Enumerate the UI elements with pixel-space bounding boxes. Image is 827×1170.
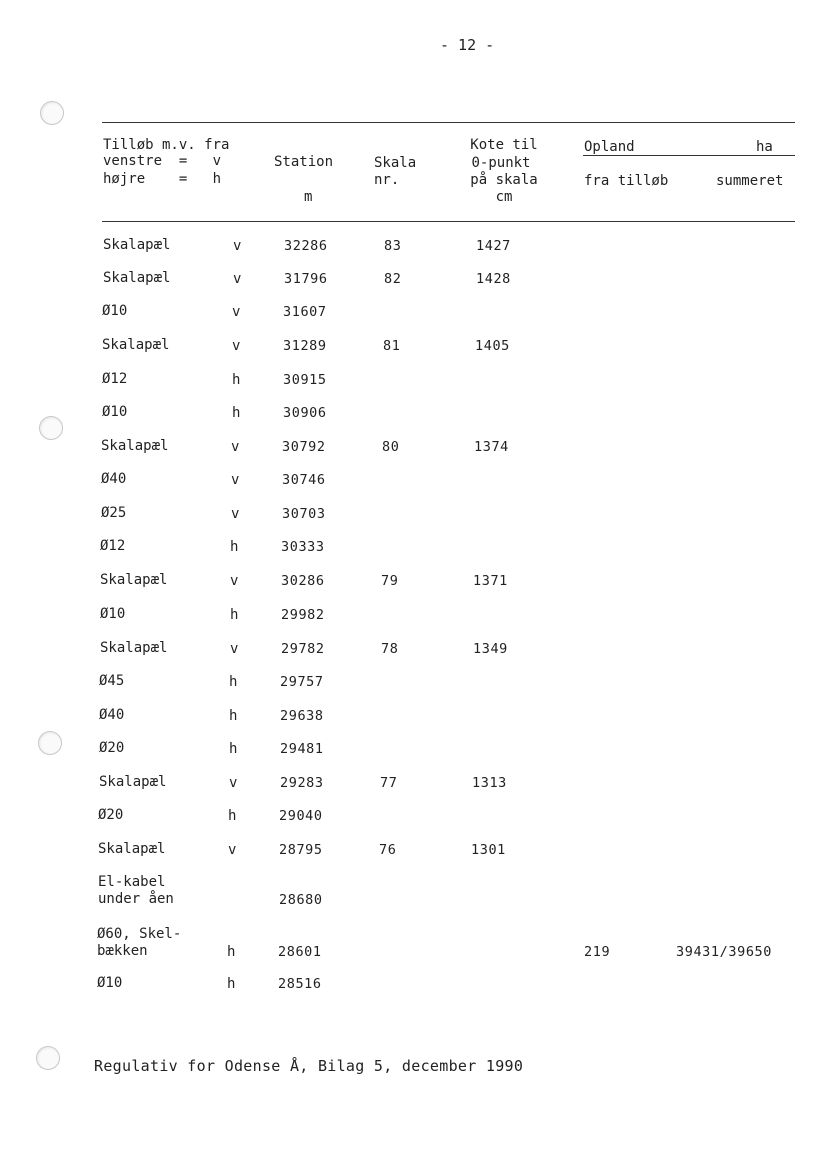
row-station: 31607 — [283, 304, 327, 320]
row-side: h — [229, 741, 238, 757]
header-station: Station — [274, 154, 334, 170]
header-kote-line: cm — [495, 189, 513, 205]
header-skala-line: Skala — [374, 155, 417, 171]
row-side: v — [231, 472, 240, 488]
row-name: Ø12 — [100, 538, 126, 554]
row-side: h — [227, 944, 236, 960]
row-side: v — [228, 842, 237, 858]
row-station: 29757 — [280, 674, 324, 690]
row-skala: 80 — [382, 439, 400, 455]
row-station: 30915 — [283, 372, 327, 388]
footer-text: Regulativ for Odense Å, Bilag 5, december 1990 — [94, 1057, 524, 1075]
row-name: Skalapæl — [99, 774, 167, 790]
row-side: h — [232, 405, 241, 421]
row-skala: 76 — [379, 842, 397, 858]
row-station: 29040 — [279, 808, 323, 824]
row-side: v — [233, 271, 242, 287]
header-fra-tillob: fra tilløb — [584, 173, 669, 189]
row-kote: 1301 — [471, 842, 506, 858]
row-side: v — [230, 641, 239, 657]
row-station: 30703 — [282, 506, 326, 522]
row-side: v — [231, 506, 240, 522]
row-side: v — [232, 338, 241, 354]
row-name: Ø10 — [102, 303, 128, 319]
row-station: 28516 — [278, 976, 322, 992]
header-ha: ha — [756, 139, 773, 155]
row-skala: 81 — [383, 338, 401, 354]
header-kote-line: 0-punkt — [471, 155, 531, 171]
row-kote: 1349 — [473, 641, 508, 657]
row-station: 31289 — [283, 338, 327, 354]
header-summeret: summeret — [716, 173, 784, 189]
row-station: 29481 — [280, 741, 324, 757]
row-name: Ø40 — [99, 707, 125, 723]
row-station: 28601 — [278, 944, 322, 960]
row-name: Ø10 — [100, 606, 126, 622]
row-name: Skalapæl — [101, 438, 169, 454]
row-kote: 1405 — [475, 338, 510, 354]
row-name: Ø10 — [97, 975, 123, 991]
row-kote: 1371 — [473, 573, 508, 589]
header-skala-line: nr. — [374, 172, 400, 188]
row-station: 28680 — [279, 892, 323, 908]
row-side: v — [229, 775, 238, 791]
header-tillob-line: højre = h — [103, 171, 222, 187]
row-side: h — [230, 539, 239, 555]
row-station: 29782 — [281, 641, 325, 657]
header-tillob-line: venstre = v — [103, 153, 222, 169]
row-side: v — [233, 238, 242, 254]
row-summeret: 39431/39650 — [676, 944, 773, 960]
header-opland-underline — [583, 155, 795, 156]
header-top-rule — [102, 122, 795, 123]
row-name: Ø45 — [99, 673, 125, 689]
row-name: Ø10 — [102, 404, 128, 420]
header-tillob-line: Tilløb m.v. fra — [103, 137, 230, 153]
row-skala: 77 — [380, 775, 398, 791]
row-kote: 1427 — [476, 238, 511, 254]
row-kote: 1313 — [472, 775, 507, 791]
row-name: Skalapæl — [100, 572, 168, 588]
row-station: 29283 — [280, 775, 324, 791]
row-side: v — [232, 304, 241, 320]
row-name: Skalapæl — [103, 237, 171, 253]
row-side: h — [232, 372, 241, 388]
row-name: El-kabel — [98, 874, 166, 890]
row-skala: 83 — [384, 238, 402, 254]
page-number: - 12 - — [440, 36, 495, 54]
row-name: Ø20 — [99, 740, 125, 756]
row-name: Ø40 — [101, 471, 127, 487]
row-name: bækken — [97, 943, 148, 959]
row-station: 29982 — [281, 607, 325, 623]
punch-hole — [39, 416, 63, 440]
row-name: under åen — [98, 891, 174, 907]
row-opland: 219 — [584, 944, 611, 960]
punch-hole — [40, 101, 64, 125]
row-station: 30746 — [282, 472, 326, 488]
row-kote: 1374 — [474, 439, 509, 455]
row-skala: 79 — [381, 573, 399, 589]
row-side: h — [230, 607, 239, 623]
row-skala: 82 — [384, 271, 402, 287]
row-station: 28795 — [279, 842, 323, 858]
row-station: 32286 — [284, 238, 328, 254]
header-bottom-rule — [102, 221, 795, 222]
header-station-unit: m — [304, 189, 313, 205]
row-station: 30906 — [283, 405, 327, 421]
row-station: 31796 — [284, 271, 328, 287]
row-side: h — [229, 708, 238, 724]
row-station: 30333 — [281, 539, 325, 555]
row-side: h — [228, 808, 237, 824]
row-name: Ø12 — [102, 371, 128, 387]
row-station: 30286 — [281, 573, 325, 589]
row-station: 29638 — [280, 708, 324, 724]
row-station: 30792 — [282, 439, 326, 455]
row-name: Skalapæl — [103, 270, 171, 286]
punch-hole — [38, 731, 62, 755]
row-name: Skalapæl — [102, 337, 170, 353]
punch-hole — [36, 1046, 60, 1070]
header-opland: Opland — [584, 139, 635, 155]
header-kote-line: Kote til — [470, 137, 538, 153]
row-kote: 1428 — [476, 271, 511, 287]
row-name: Ø20 — [98, 807, 124, 823]
header-kote-line: på skala — [470, 172, 538, 188]
row-side: v — [231, 439, 240, 455]
row-skala: 78 — [381, 641, 399, 657]
row-side: h — [227, 976, 236, 992]
row-name: Skalapæl — [98, 841, 166, 857]
row-name: Ø60, Skel- — [97, 926, 182, 942]
row-name: Skalapæl — [100, 640, 168, 656]
row-side: v — [230, 573, 239, 589]
row-side: h — [229, 674, 238, 690]
row-name: Ø25 — [101, 505, 127, 521]
